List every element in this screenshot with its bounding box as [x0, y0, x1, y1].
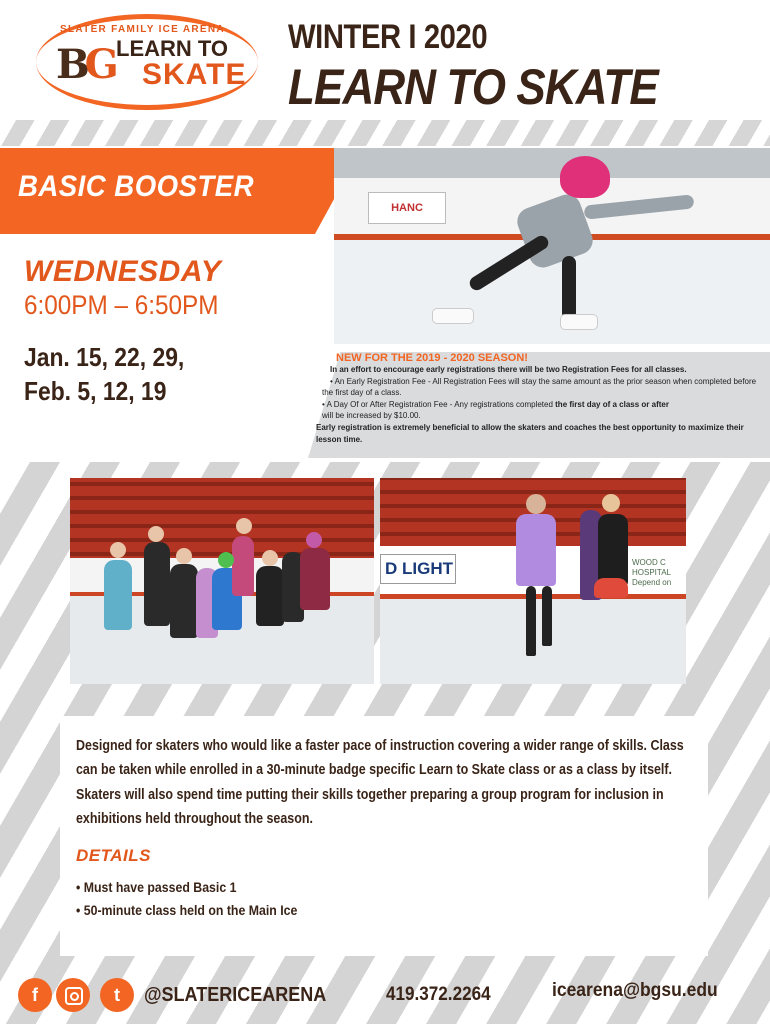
skater-figure	[516, 514, 556, 586]
logo-monogram-letter: G	[84, 41, 113, 88]
skater-head	[236, 518, 252, 534]
camera-glyph	[65, 987, 83, 1005]
logo-line-2: SKATE	[142, 58, 247, 91]
group-photo	[70, 478, 374, 684]
twitter-glyph: t	[114, 985, 120, 1005]
facebook-glyph: f	[32, 985, 38, 1005]
rink-advertisement: WOOD C HOSPITAL Depend on	[628, 556, 686, 592]
phone-number: 419.372.2264	[386, 984, 491, 1005]
notice-dayof-fee-tail: will be increased by $10.00.	[322, 411, 421, 421]
details-item: • Must have passed Basic 1	[76, 876, 297, 899]
notice-dayof-bold: the first day of a class or after	[555, 399, 669, 409]
notice-body	[316, 364, 768, 445]
notice-intro: In an effort to encourage early registrations there will be two Registration Fees for all classes.	[330, 365, 687, 374]
decorative-stripes-top	[0, 120, 770, 146]
details-list	[76, 876, 297, 922]
skater-figure	[594, 578, 628, 598]
notice-dayof-lead: • A Day Of or After Registration Fee - Any registrations completed	[322, 399, 556, 409]
sponsor-sign: HANC	[368, 192, 446, 224]
class-description: Designed for skaters who would like a faster pace of instruction covering a wider range of skills. Class can be taken while enrolled in a 30-minute badge specific Learn to Skate class or as a class by itself. Skaters will also spend time putting their skills together preparing a group program for inclusion in exhibitions held throughout the season.	[76, 738, 684, 828]
skater-head	[110, 542, 126, 558]
details-item: • 50-minute class held on the Main Ice	[76, 899, 297, 922]
email-address: icearena@bgsu.edu	[552, 980, 718, 1001]
skater-head	[148, 526, 164, 542]
logo-line-1: LEARN TO	[116, 36, 229, 61]
skater-figure	[526, 586, 536, 656]
skater-figure	[562, 256, 576, 320]
class-dates-line: Jan. 15, 22, 29,	[24, 342, 185, 372]
class-name: BASIC BOOSTER	[18, 170, 255, 203]
notice-early-fee-tail: the first day of a class.	[322, 388, 402, 398]
skater-figure	[256, 566, 284, 626]
skater-figure	[232, 536, 254, 596]
program-title: LEARN TO SKATE	[288, 59, 658, 115]
skater-figure	[300, 548, 330, 610]
skater-photo	[334, 148, 770, 344]
skate-icon	[432, 308, 474, 324]
skater-head	[176, 548, 192, 564]
skater-head	[306, 532, 322, 548]
skater-figure	[104, 560, 132, 630]
instagram-icon[interactable]	[56, 978, 90, 1012]
notice-early-fee: • An Early Registration Fee - All Registration Fees will stay the same amount as the prior season when completed before	[330, 376, 757, 386]
class-dates	[24, 340, 184, 408]
logo-monogram	[56, 40, 114, 90]
class-time: 6:00PM – 6:50PM	[24, 290, 219, 320]
rink-advertisement: D LIGHT	[380, 554, 456, 584]
skater-head	[526, 494, 546, 514]
skater-figure	[560, 156, 610, 198]
class-day: WEDNESDAY	[24, 255, 222, 288]
skate-icon	[560, 314, 598, 330]
skater-head	[262, 550, 278, 566]
skater-figure	[144, 542, 170, 626]
facebook-icon[interactable]	[18, 978, 52, 1012]
details-heading: DETAILS	[76, 846, 151, 865]
twitter-icon[interactable]	[100, 978, 134, 1012]
skater-figure	[598, 514, 628, 586]
notice-heading: NEW FOR THE 2019 - 2020 SEASON!	[336, 352, 528, 364]
skaters-photo	[380, 478, 686, 684]
season-title: WINTER I 2020	[288, 18, 488, 56]
notice-closing: Early registration is extremely beneficial to allow the skaters and coaches the best opportunity to maximize their lesson time.	[316, 422, 744, 444]
class-dates-line: Feb. 5, 12, 19	[24, 376, 167, 406]
social-handle: @SLATERICEARENA	[144, 984, 327, 1006]
skater-head	[602, 494, 620, 512]
logo-arena-name: SLATER FAMILY ICE ARENA	[60, 24, 225, 35]
skater-figure	[542, 586, 552, 646]
notice-dayof-fee	[316, 399, 768, 411]
skater-figure	[170, 564, 198, 638]
logo-monogram-text: BG	[56, 41, 113, 88]
skater-head	[218, 552, 234, 568]
